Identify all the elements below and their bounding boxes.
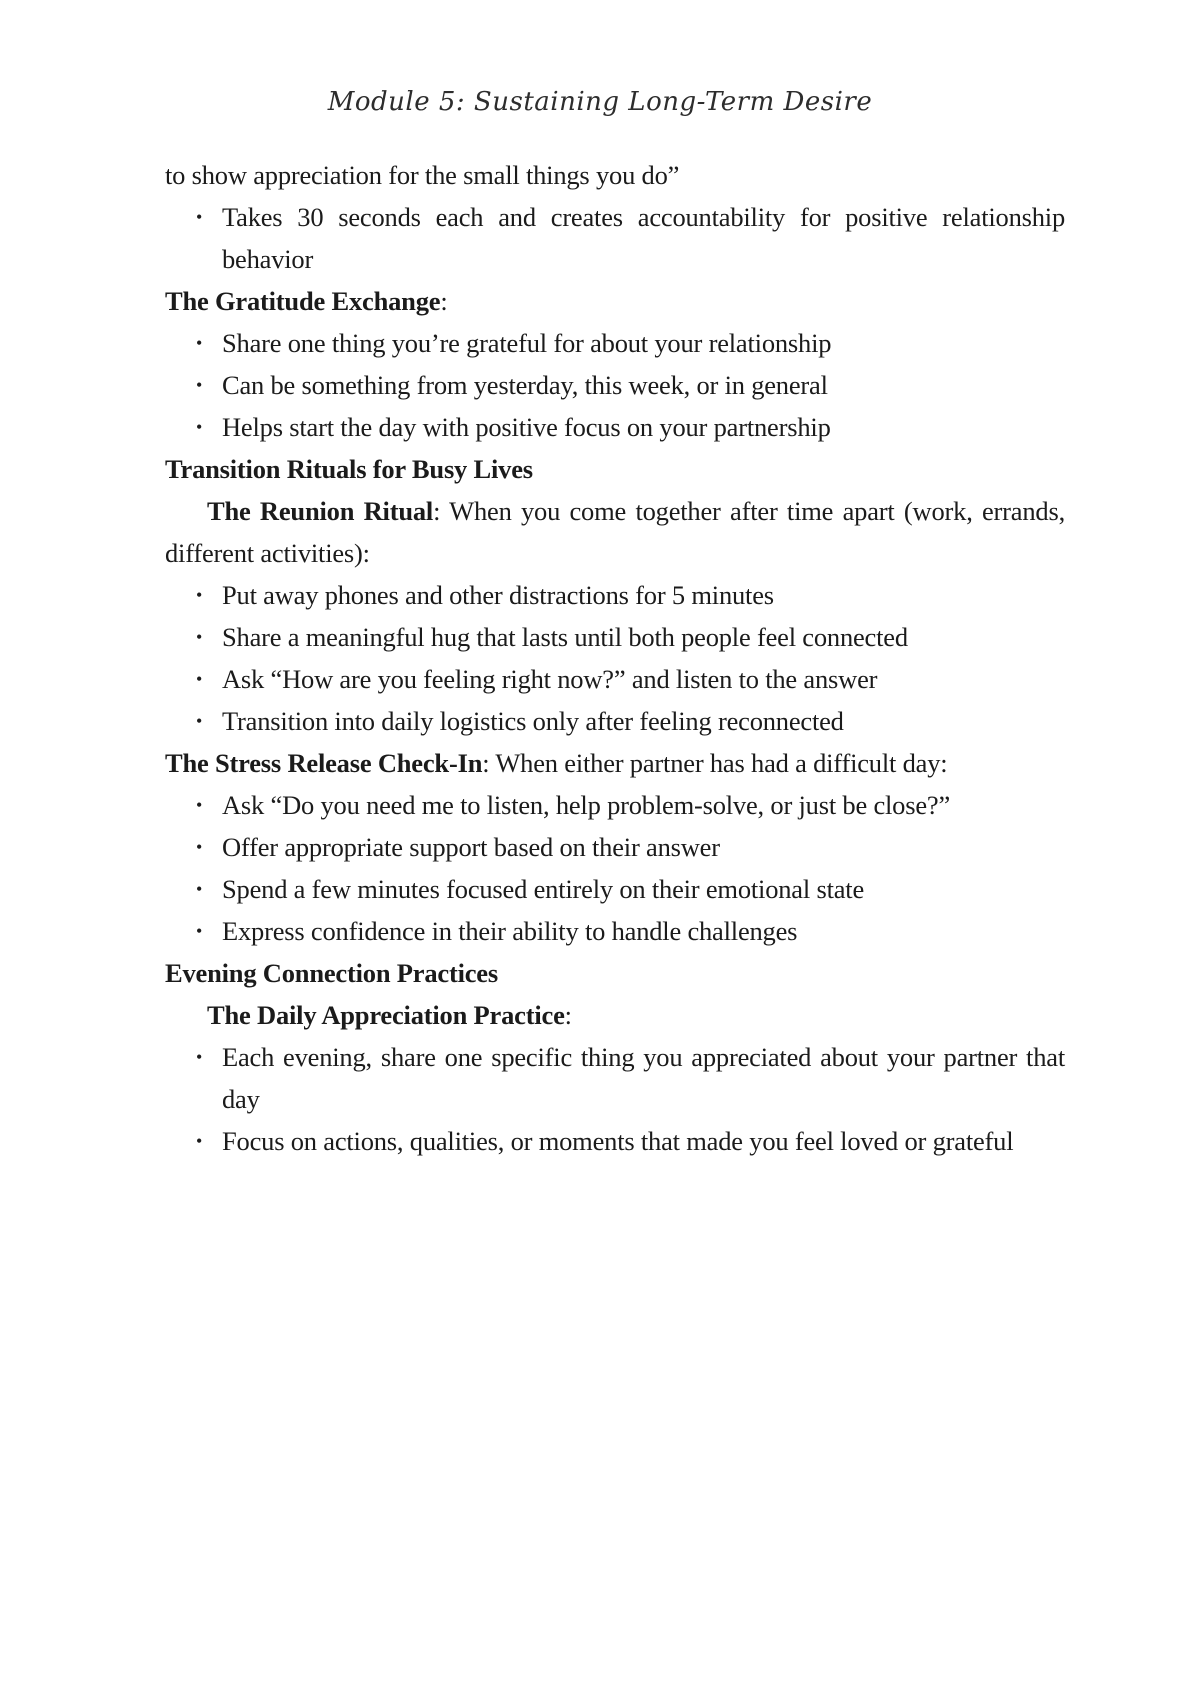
run-in-heading: The Daily Appreciation Practice: [207, 1000, 565, 1030]
list-item: • Ask “Do you need me to listen, help problem-solve, or just be close?”: [165, 784, 1065, 826]
paragraph-daily-appreciation: [165, 994, 1065, 1036]
bullet-list-gratitude: [165, 322, 1065, 448]
section-heading-evening: Evening Connection Practices: [165, 958, 498, 988]
running-header: Module 5: Sustaining Long-Term Desire: [327, 87, 873, 117]
paragraph-reunion-ritual: [165, 490, 1065, 574]
list-item: • Offer appropriate support based on their answer: [165, 826, 1065, 868]
heading-text: The Gratitude Exchange: [165, 286, 441, 316]
run-in-heading: The Reunion Ritual: [207, 496, 434, 526]
bullet-list-morning: [165, 196, 1065, 280]
run-in-text: : When either partner has had a difficult day:: [482, 748, 948, 778]
list-item: • Focus on actions, qualities, or moments that made you feel loved or grateful: [165, 1120, 1065, 1162]
list-item: • Takes 30 seconds each and creates accountability for positive relationship behavior: [165, 196, 1065, 280]
heading-colon: :: [564, 1000, 572, 1030]
list-item: • Express confidence in their ability to handle challenges: [165, 910, 1065, 952]
list-item: • Transition into daily logistics only after feeling reconnected: [165, 700, 1065, 742]
list-item: • Helps start the day with positive focus on your partnership: [165, 406, 1065, 448]
list-item: • Each evening, share one specific thing you appreciated about your partner that day: [165, 1036, 1065, 1120]
list-item: • Can be something from yesterday, this week, or in general: [165, 364, 1065, 406]
list-item: • Spend a few minutes focused entirely on their emotional state: [165, 868, 1065, 910]
page-content: [165, 154, 1065, 1162]
run-in-heading: The Stress Release Check-In: [165, 748, 483, 778]
paragraph-continuation: to show appreciation for the small things you do”: [165, 160, 680, 190]
paragraph-stress-checkin: [165, 742, 1065, 784]
section-heading-gratitude: [165, 280, 1065, 322]
list-item: • Ask “How are you feeling right now?” and listen to the answer: [165, 658, 1065, 700]
bullet-list-evening: [165, 1036, 1065, 1162]
section-heading-transition: Transition Rituals for Busy Lives: [165, 454, 533, 484]
bullet-list-reunion: [165, 574, 1065, 742]
list-item: • Share one thing you’re grateful for about your relationship: [165, 322, 1065, 364]
heading-colon: :: [440, 286, 448, 316]
list-item: • Put away phones and other distractions for 5 minutes: [165, 574, 1065, 616]
bullet-list-stress: [165, 784, 1065, 952]
list-item: • Share a meaningful hug that lasts until both people feel connected: [165, 616, 1065, 658]
run-in-text: : When you come together after time apart (work, errands, different activities):: [165, 496, 1065, 568]
